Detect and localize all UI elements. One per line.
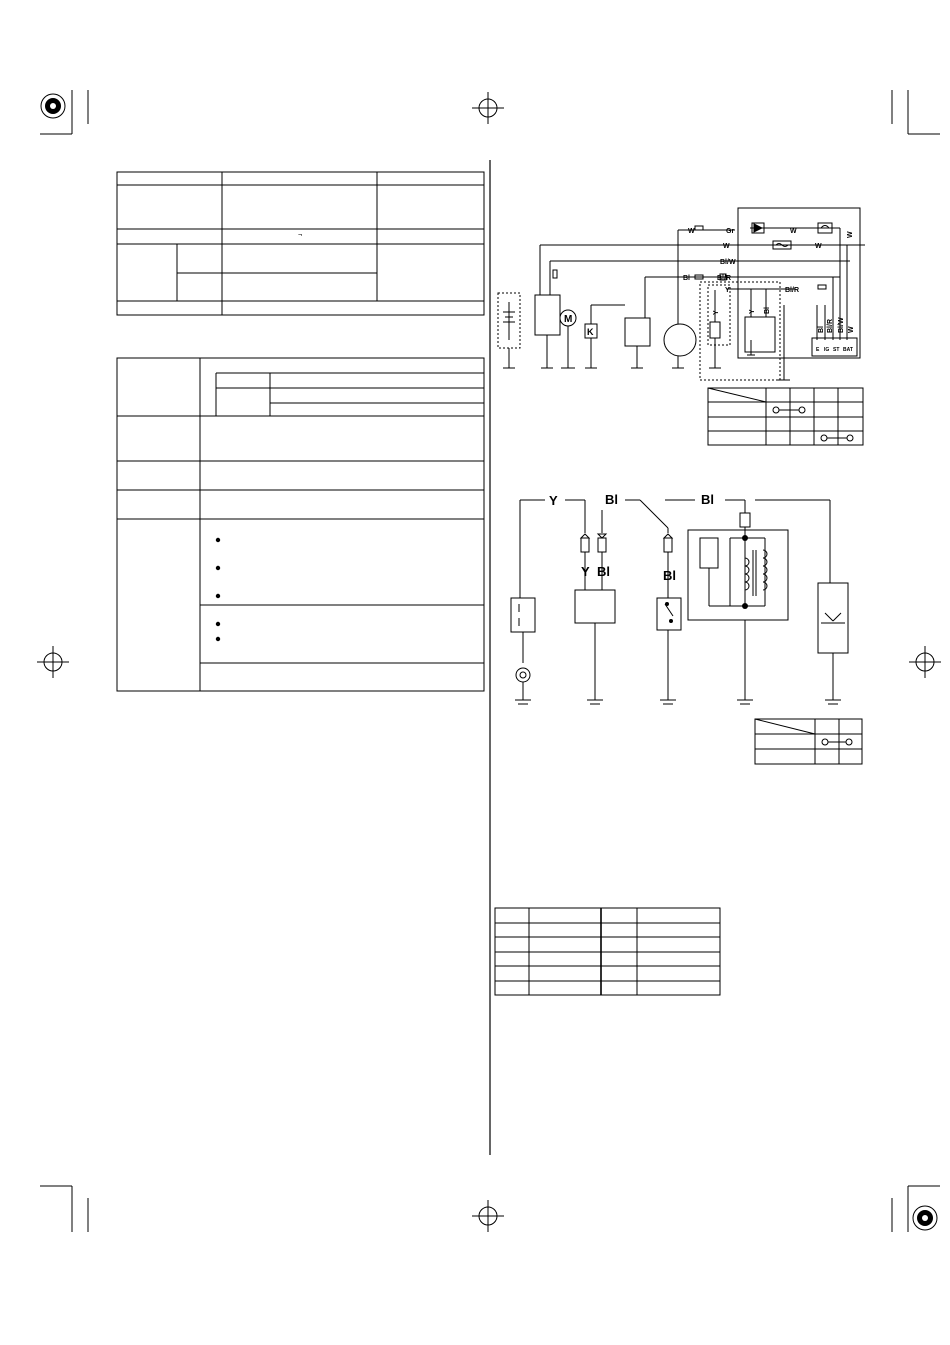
switch-terminal-st: ST: [833, 347, 840, 353]
spec-table-1: [115, 170, 487, 318]
bottom-table: [493, 906, 723, 998]
switch-terminal-bat: BAT: [843, 347, 853, 353]
star-mark-bottom-right: [913, 1206, 937, 1230]
wire-label-y-inside: Y: [725, 287, 730, 294]
wire-label-blr-right: Bl/R: [785, 287, 799, 294]
wire-label-blw: Bl/W: [720, 259, 736, 266]
k-box-label: K: [587, 327, 594, 337]
wire-label-w-top: W: [688, 228, 695, 235]
table1-mark: ¬: [298, 232, 303, 239]
wire-label-y-vert1: Y: [713, 310, 720, 315]
wire-label-blr-sw: Bl/R: [827, 319, 834, 333]
wire-label-blw-sw: Bl/W: [838, 317, 845, 333]
continuity-table-1: [706, 386, 866, 448]
wire-label-w-top2: W: [790, 228, 797, 235]
wiring-diagram-2: [505, 488, 865, 718]
wire-label-bl-sw: Bl: [818, 326, 825, 333]
wire-label-w-row2b: W: [815, 243, 822, 250]
wire-label-w-top3: W: [847, 231, 854, 238]
wire-label-bl-top2: Bl: [701, 492, 714, 507]
switch-terminal-ig: IG: [824, 347, 830, 353]
switch-terminal-e: E: [816, 347, 820, 353]
wire-label-bl-top1: Bl: [605, 492, 618, 507]
continuity-table-2: [753, 717, 865, 767]
wire-label-blr: Bl/R: [717, 275, 731, 282]
wire-label-w-row2a: W: [723, 243, 730, 250]
wire-label-y-top: Y: [549, 493, 558, 508]
wire-label-y-mid: Y: [581, 564, 590, 579]
wire-label-bl-mid: Bl: [597, 564, 610, 579]
star-mark-top-left: [41, 94, 65, 118]
motor-label: M: [564, 314, 573, 325]
spec-table-2: [115, 356, 487, 696]
wire-label-y-vert2: Y: [749, 309, 756, 314]
wire-label-bl: Bl: [683, 275, 690, 282]
wire-label-w-sw: W: [848, 326, 855, 333]
wiring-diagram-1: [495, 200, 870, 385]
wire-label-bl-low: Bl: [663, 568, 676, 583]
wire-label-bl-vert: Bl: [764, 307, 771, 314]
wire-label-gr: Gr: [726, 228, 735, 235]
